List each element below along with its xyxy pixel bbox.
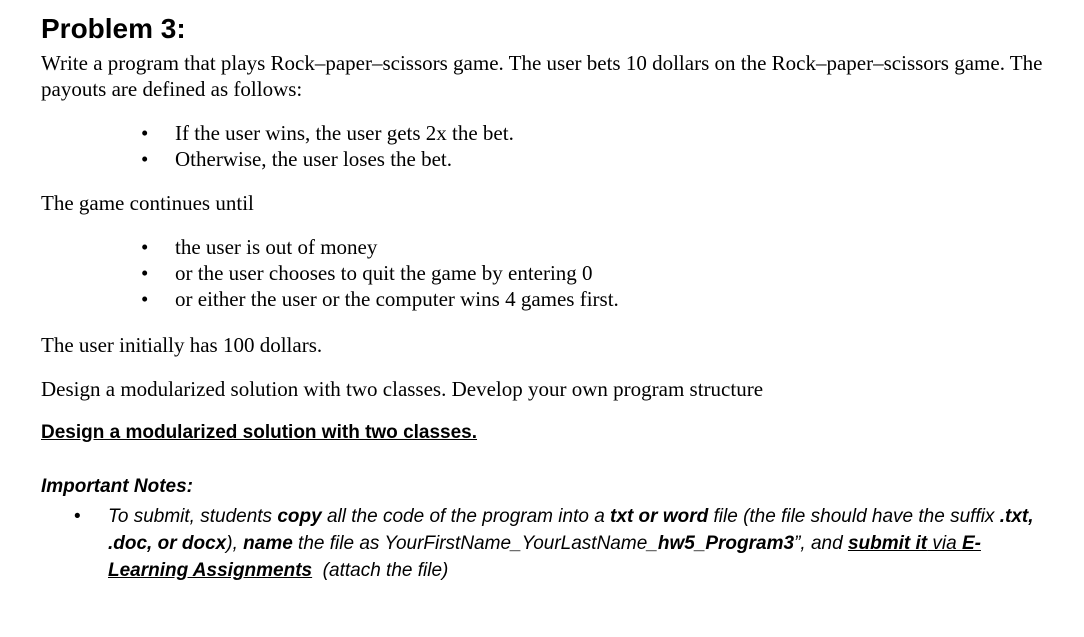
note-item [41, 503, 1038, 584]
note-text: ), [226, 533, 244, 554]
note-text: To submit, students [108, 506, 278, 527]
list-item [141, 146, 1051, 172]
note-text: the file as YourFirstName_YourLastName_ [292, 533, 658, 554]
note-text: (attach the file) [312, 560, 449, 581]
note-assignments: E-Learning Assignments [108, 533, 981, 581]
bullet: • [141, 121, 149, 145]
note-via: via [927, 533, 962, 554]
note-copy: copy [277, 506, 322, 527]
list-item [141, 120, 1051, 146]
note-txt-or-word: txt or word [610, 506, 709, 527]
note-submit-it: submit it [847, 533, 928, 554]
list-item [141, 234, 1051, 260]
design-paragraph: Design a modularized solution with two classes. Develop your own program structure [41, 377, 764, 401]
initial-money-paragraph: The user initially has 100 dollars. [41, 333, 323, 357]
design-underlined-heading: Design a modularized solution with two classes. [41, 422, 478, 443]
condition-text: or the user chooses to quit the game by entering 0 [175, 261, 593, 285]
conditions-list [41, 234, 1051, 312]
payout-list [41, 120, 1051, 172]
bullet: • [141, 147, 149, 171]
payout-text: If the user wins, the user gets 2x the bet. [175, 121, 514, 145]
note-text: ”, and [794, 533, 848, 554]
list-item [141, 286, 1051, 312]
bullet: • [141, 235, 149, 259]
condition-text: the user is out of money [175, 235, 378, 259]
intro-paragraph: Write a program that plays Rock–paper–scissors game. The user bets 10 dollars on the Rock–paper–scissors game. The payouts are defined as follows: [41, 51, 1043, 101]
document-page [41, 12, 1051, 584]
problem-title: Problem 3: [41, 13, 186, 44]
note-suffixes: .txt, .doc, or docx [108, 506, 1034, 554]
bullet: • [74, 506, 81, 527]
list-item [141, 260, 1051, 286]
note-text: file (the file should have the suffix [708, 506, 1000, 527]
notes-heading: Important Notes: [41, 476, 193, 497]
note-text: all the code of the program into a [321, 506, 611, 527]
continues-paragraph: The game continues until [41, 191, 254, 215]
condition-text: or either the user or the computer wins 4 games first. [175, 287, 619, 311]
payout-text: Otherwise, the user loses the bet. [175, 147, 453, 171]
note-filename: hw5_Program3 [657, 533, 795, 554]
bullet: • [141, 261, 149, 285]
note-name: name [243, 533, 293, 554]
bullet: • [141, 287, 149, 311]
